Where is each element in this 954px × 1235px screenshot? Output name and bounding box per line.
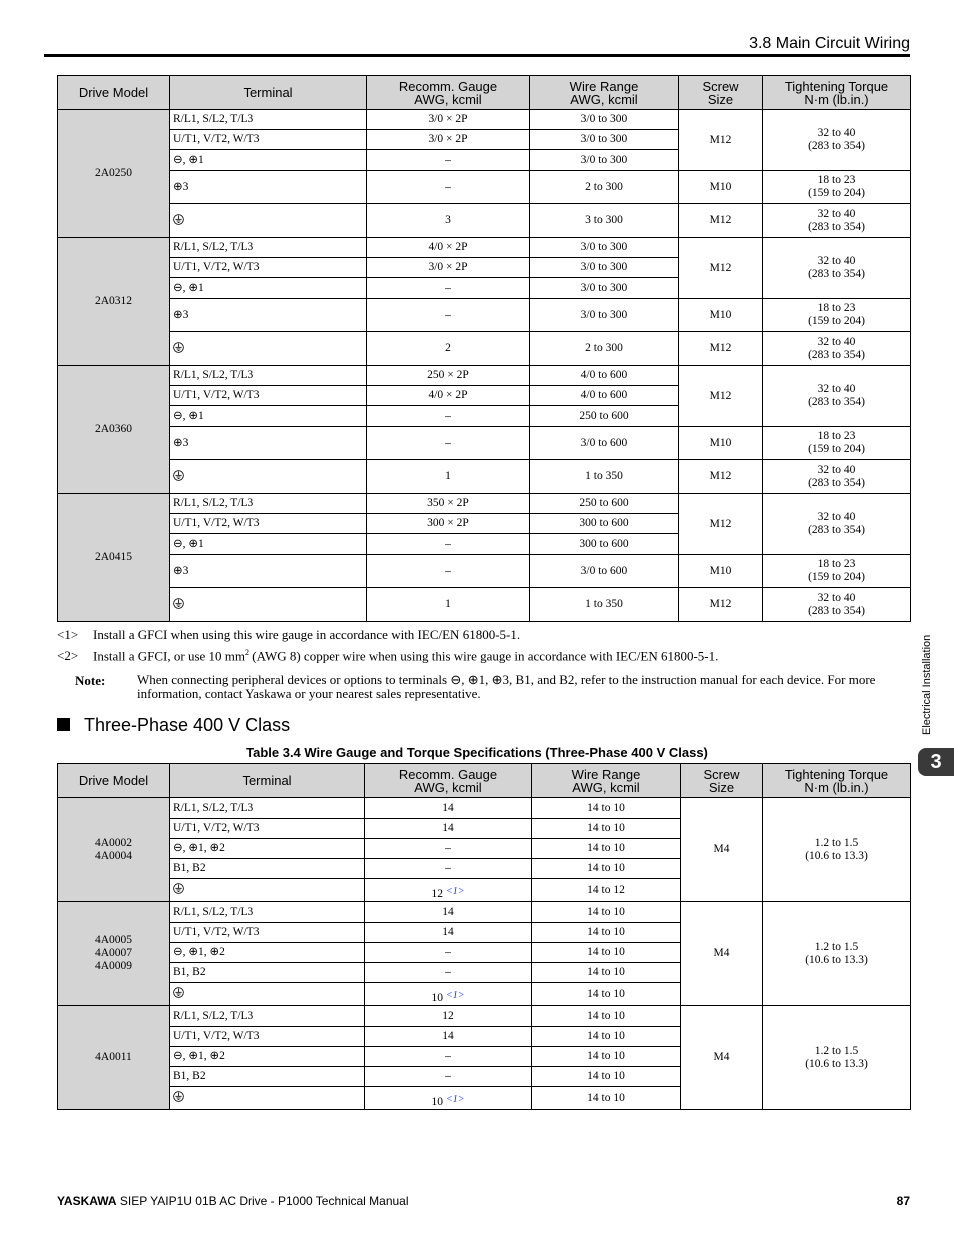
- gauge-value: 12: [431, 888, 443, 900]
- wire-range-cell: 1 to 350: [530, 588, 679, 622]
- gauge-value: 12: [442, 1009, 454, 1022]
- drive-model-cell: 4A0011: [58, 1006, 170, 1110]
- torque-cell: 32 to 40 (283 to 354): [763, 588, 911, 622]
- header-rule: [44, 54, 910, 57]
- wire-range-cell: 14 to 10: [532, 902, 681, 923]
- gauge-cell: 4/0 × 2P: [367, 386, 530, 406]
- terminal-cell: R/L1, S/L2, T/L3: [170, 110, 367, 130]
- screw-size-cell: M12: [679, 366, 763, 427]
- footnote-ref-link[interactable]: <1>: [446, 886, 465, 897]
- terminal-cell: ⊕3: [170, 427, 367, 460]
- gauge-value: –: [445, 946, 451, 958]
- wire-range-cell: 14 to 10: [532, 923, 681, 943]
- page-header-title: 3.8 Main Circuit Wiring: [749, 35, 910, 52]
- gauge-cell: 250 × 2P: [367, 366, 530, 386]
- wire-gauge-table-400v: [57, 763, 911, 1110]
- wire-range-cell: 2 to 300: [530, 332, 679, 366]
- terminal-cell: R/L1, S/L2, T/L3: [170, 366, 367, 386]
- table-row: [58, 494, 911, 514]
- footnote-1: [57, 627, 910, 648]
- terminal-cell: [170, 983, 365, 1006]
- section-title: Three-Phase 400 V Class: [84, 715, 291, 735]
- gauge-cell: [365, 859, 532, 879]
- wire-range-cell: 3/0 to 300: [530, 278, 679, 299]
- wire-range-cell: 3/0 to 300: [530, 130, 679, 150]
- terminal-cell: ⊕3: [170, 299, 367, 332]
- wire-range-cell: 14 to 10: [532, 798, 681, 819]
- gauge-cell: –: [367, 427, 530, 460]
- gauge-cell: 3/0 × 2P: [367, 258, 530, 278]
- gauge-cell: [365, 983, 532, 1006]
- wire-range-cell: 14 to 10: [532, 943, 681, 963]
- torque-cell: 1.2 to 1.5 (10.6 to 13.3): [763, 902, 911, 1006]
- ground-icon: [173, 342, 184, 353]
- gauge-cell: [365, 1027, 532, 1047]
- terminal-cell: U/T1, V/T2, W/T3: [170, 130, 367, 150]
- screw-size-cell: M12: [679, 110, 763, 171]
- gauge-cell: –: [367, 278, 530, 299]
- chapter-tab: 3: [918, 748, 954, 776]
- screw-size-cell: M10: [679, 171, 763, 204]
- wire-range-cell: 300 to 600: [530, 534, 679, 555]
- footnotes: [57, 627, 910, 701]
- footnote-text-part: (AWG 8) copper wire when using this wire gauge in accordance with IEC/EN 61800-5-1.: [249, 648, 719, 664]
- gauge-cell: –: [367, 150, 530, 171]
- note-text: When connecting peripheral devices or options to terminals ⊖, ⊕1, ⊕3, B1, and B2, refer to the instruction manual for each device. For more information, contact Yaskawa or your nearest sales representative.: [137, 672, 876, 701]
- page-footer: [57, 1194, 910, 1208]
- terminal-cell: [170, 1087, 365, 1110]
- footnote-number: <1>: [57, 627, 79, 642]
- wire-range-cell: 1 to 350: [530, 460, 679, 494]
- screw-size-cell: M12: [679, 588, 763, 622]
- torque-cell: 32 to 40 (283 to 354): [763, 110, 911, 171]
- ground-icon: [173, 214, 184, 225]
- wire-range-cell: 14 to 10: [532, 1006, 681, 1027]
- gauge-value: –: [445, 862, 451, 874]
- terminal-cell: ⊖, ⊕1, ⊕2: [170, 943, 365, 963]
- screw-size-cell: M12: [679, 332, 763, 366]
- footnote-ref-link[interactable]: <1>: [446, 990, 465, 1001]
- table-row: [58, 332, 911, 366]
- wire-range-cell: 300 to 600: [530, 514, 679, 534]
- terminal-cell: U/T1, V/T2, W/T3: [170, 386, 367, 406]
- wire-range-cell: 3/0 to 600: [530, 427, 679, 460]
- terminal-cell: ⊖, ⊕1, ⊕2: [170, 1047, 365, 1067]
- section-heading: [57, 715, 290, 736]
- gauge-value: 14: [442, 905, 454, 918]
- torque-cell: 32 to 40 (283 to 354): [763, 366, 911, 427]
- screw-size-cell: M4: [681, 1006, 763, 1110]
- col-tightening-torque: Tightening Torque N·m (lb.in.): [763, 764, 911, 798]
- footnote-2: [57, 648, 910, 669]
- wire-range-cell: 3 to 300: [530, 204, 679, 238]
- page-number: 87: [896, 1194, 910, 1208]
- table-row: [58, 238, 911, 258]
- ground-icon: [173, 883, 184, 894]
- footer-text: SIEP YAIP1U 01B AC Drive - P1000 Technical Manual: [116, 1194, 409, 1208]
- gauge-cell: [365, 923, 532, 943]
- terminal-cell: [170, 460, 367, 494]
- wire-range-cell: 3/0 to 600: [530, 555, 679, 588]
- table-row: [58, 1006, 911, 1027]
- torque-cell: 32 to 40 (283 to 354): [763, 460, 911, 494]
- table-row: [58, 204, 911, 238]
- table-caption: Table 3.4 Wire Gauge and Torque Specifications (Three-Phase 400 V Class): [246, 745, 708, 760]
- gauge-cell: 3/0 × 2P: [367, 130, 530, 150]
- gauge-cell: 4/0 × 2P: [367, 238, 530, 258]
- ground-icon: [173, 1091, 184, 1102]
- footnote-text-part: Install a GFCI, or use 10 mm: [93, 648, 246, 664]
- table-row: [58, 460, 911, 494]
- terminal-cell: ⊕3: [170, 555, 367, 588]
- ground-icon: [173, 470, 184, 481]
- gauge-value: 10: [431, 1096, 443, 1108]
- wire-range-cell: 14 to 10: [532, 1067, 681, 1087]
- torque-cell: 32 to 40 (283 to 354): [763, 332, 911, 366]
- terminal-cell: ⊕3: [170, 171, 367, 204]
- col-terminal: Terminal: [170, 764, 365, 798]
- note-label: Note:: [75, 673, 106, 688]
- screw-size-cell: M10: [679, 427, 763, 460]
- torque-cell: 32 to 40 (283 to 354): [763, 204, 911, 238]
- terminal-cell: R/L1, S/L2, T/L3: [170, 494, 367, 514]
- drive-model-cell: 2A0312: [58, 238, 170, 366]
- drive-model-cell: 2A0250: [58, 110, 170, 238]
- footnote-text: [93, 648, 718, 664]
- screw-size-cell: M12: [679, 494, 763, 555]
- wire-range-cell: 14 to 10: [532, 1087, 681, 1110]
- terminal-cell: U/T1, V/T2, W/T3: [170, 1027, 365, 1047]
- gauge-cell: [365, 1067, 532, 1087]
- gauge-value: 14: [442, 822, 454, 834]
- terminal-cell: ⊖, ⊕1: [170, 278, 367, 299]
- wire-range-cell: 3/0 to 300: [530, 238, 679, 258]
- gauge-value: 14: [442, 1030, 454, 1042]
- col-recomm-gauge: Recomm. Gauge AWG, kcmil: [367, 76, 530, 110]
- side-tab-text: Electrical Installation: [921, 634, 933, 735]
- wire-range-cell: 3/0 to 300: [530, 150, 679, 171]
- wire-gauge-table-200v: [57, 75, 911, 622]
- wire-range-cell: 14 to 10: [532, 1047, 681, 1067]
- gauge-value: –: [445, 966, 451, 978]
- superscript: 2: [245, 648, 250, 657]
- col-wire-range: Wire Range AWG, kcmil: [530, 76, 679, 110]
- table-row: [58, 427, 911, 460]
- terminal-cell: R/L1, S/L2, T/L3: [170, 238, 367, 258]
- table-row: [58, 902, 911, 923]
- wire-range-cell: 14 to 10: [532, 1027, 681, 1047]
- wire-range-cell: 14 to 10: [532, 983, 681, 1006]
- gauge-value: –: [445, 1070, 451, 1082]
- gauge-cell: 1: [367, 460, 530, 494]
- gauge-cell: 350 × 2P: [367, 494, 530, 514]
- gauge-cell: [365, 943, 532, 963]
- torque-cell: 1.2 to 1.5 (10.6 to 13.3): [763, 1006, 911, 1110]
- torque-cell: 18 to 23 (159 to 204): [763, 427, 911, 460]
- footnote-ref-link[interactable]: <1>: [446, 1094, 465, 1105]
- footnote-text: Install a GFCI when using this wire gauge in accordance with IEC/EN 61800-5-1.: [93, 627, 521, 642]
- torque-cell: 18 to 23 (159 to 204): [763, 171, 911, 204]
- gauge-cell: 3: [367, 204, 530, 238]
- gauge-cell: –: [367, 171, 530, 204]
- table-row: [58, 171, 911, 204]
- terminal-cell: [170, 332, 367, 366]
- screw-size-cell: M4: [681, 902, 763, 1006]
- terminal-cell: ⊖, ⊕1: [170, 534, 367, 555]
- drive-model-cell: 4A0002 4A0004: [58, 798, 170, 902]
- terminal-cell: B1, B2: [170, 963, 365, 983]
- terminal-cell: R/L1, S/L2, T/L3: [170, 1006, 365, 1027]
- col-wire-range: Wire Range AWG, kcmil: [532, 764, 681, 798]
- drive-model-cell: 2A0360: [58, 366, 170, 494]
- ground-icon: [173, 598, 184, 609]
- wire-range-cell: 2 to 300: [530, 171, 679, 204]
- gauge-cell: 2: [367, 332, 530, 366]
- wire-range-cell: 3/0 to 300: [530, 258, 679, 278]
- col-terminal: Terminal: [170, 76, 367, 110]
- wire-range-cell: 4/0 to 600: [530, 366, 679, 386]
- gauge-cell: [365, 879, 532, 902]
- footnote-number: <2>: [57, 648, 79, 663]
- terminal-cell: B1, B2: [170, 859, 365, 879]
- table-row: [58, 555, 911, 588]
- torque-cell: 32 to 40 (283 to 354): [763, 494, 911, 555]
- gauge-cell: –: [367, 555, 530, 588]
- square-bullet-icon: [57, 718, 70, 731]
- footer-brand: YASKAWA: [57, 1194, 117, 1208]
- col-drive-model: Drive Model: [58, 76, 170, 110]
- terminal-cell: [170, 879, 365, 902]
- screw-size-cell: M4: [681, 798, 763, 902]
- terminal-cell: U/T1, V/T2, W/T3: [170, 923, 365, 943]
- gauge-value: –: [445, 842, 451, 854]
- gauge-cell: –: [367, 406, 530, 427]
- screw-size-cell: M10: [679, 299, 763, 332]
- table-row: [58, 588, 911, 622]
- gauge-value: 14: [442, 926, 454, 938]
- col-screw-size: Screw Size: [681, 764, 763, 798]
- gauge-cell: 300 × 2P: [367, 514, 530, 534]
- gauge-cell: 1: [367, 588, 530, 622]
- wire-range-cell: 14 to 12: [532, 879, 681, 902]
- screw-size-cell: M12: [679, 204, 763, 238]
- terminal-cell: ⊖, ⊕1: [170, 406, 367, 427]
- gauge-value: 10: [431, 992, 443, 1004]
- gauge-cell: –: [367, 299, 530, 332]
- wire-range-cell: 250 to 600: [530, 406, 679, 427]
- gauge-value: –: [445, 1050, 451, 1062]
- gauge-cell: [365, 839, 532, 859]
- ground-icon: [173, 987, 184, 998]
- terminal-cell: B1, B2: [170, 1067, 365, 1087]
- torque-cell: 18 to 23 (159 to 204): [763, 555, 911, 588]
- terminal-cell: [170, 204, 367, 238]
- gauge-cell: [365, 1006, 532, 1027]
- table-row: [58, 798, 911, 819]
- col-recomm-gauge: Recomm. Gauge AWG, kcmil: [365, 764, 532, 798]
- wire-range-cell: 3/0 to 300: [530, 299, 679, 332]
- terminal-cell: [170, 588, 367, 622]
- table-row: [58, 110, 911, 130]
- table-row: [58, 299, 911, 332]
- gauge-cell: 3/0 × 2P: [367, 110, 530, 130]
- torque-cell: 18 to 23 (159 to 204): [763, 299, 911, 332]
- drive-model-cell: 2A0415: [58, 494, 170, 622]
- wire-range-cell: 14 to 10: [532, 839, 681, 859]
- wire-range-cell: 4/0 to 600: [530, 386, 679, 406]
- terminal-cell: U/T1, V/T2, W/T3: [170, 514, 367, 534]
- gauge-cell: [365, 798, 532, 819]
- wire-range-cell: 14 to 10: [532, 963, 681, 983]
- gauge-cell: [365, 963, 532, 983]
- gauge-cell: –: [367, 534, 530, 555]
- gauge-cell: [365, 902, 532, 923]
- wire-range-cell: 14 to 10: [532, 859, 681, 879]
- screw-size-cell: M12: [679, 238, 763, 299]
- wire-range-cell: 14 to 10: [532, 819, 681, 839]
- torque-cell: 32 to 40 (283 to 354): [763, 238, 911, 299]
- screw-size-cell: M12: [679, 460, 763, 494]
- terminal-cell: R/L1, S/L2, T/L3: [170, 798, 365, 819]
- gauge-cell: [365, 1047, 532, 1067]
- wire-range-cell: 3/0 to 300: [530, 110, 679, 130]
- col-tightening-torque: Tightening Torque N·m (lb.in.): [763, 76, 911, 110]
- terminal-cell: R/L1, S/L2, T/L3: [170, 902, 365, 923]
- torque-cell: 1.2 to 1.5 (10.6 to 13.3): [763, 798, 911, 902]
- gauge-cell: [365, 1087, 532, 1110]
- wire-range-cell: 250 to 600: [530, 494, 679, 514]
- terminal-cell: ⊖, ⊕1: [170, 150, 367, 171]
- drive-model-cell: 4A0005 4A0007 4A0009: [58, 902, 170, 1006]
- col-drive-model: Drive Model: [58, 764, 170, 798]
- table-row: [58, 366, 911, 386]
- screw-size-cell: M10: [679, 555, 763, 588]
- gauge-value: 14: [442, 801, 454, 814]
- terminal-cell: U/T1, V/T2, W/T3: [170, 819, 365, 839]
- col-screw-size: Screw Size: [679, 76, 763, 110]
- terminal-cell: U/T1, V/T2, W/T3: [170, 258, 367, 278]
- gauge-cell: [365, 819, 532, 839]
- terminal-cell: ⊖, ⊕1, ⊕2: [170, 839, 365, 859]
